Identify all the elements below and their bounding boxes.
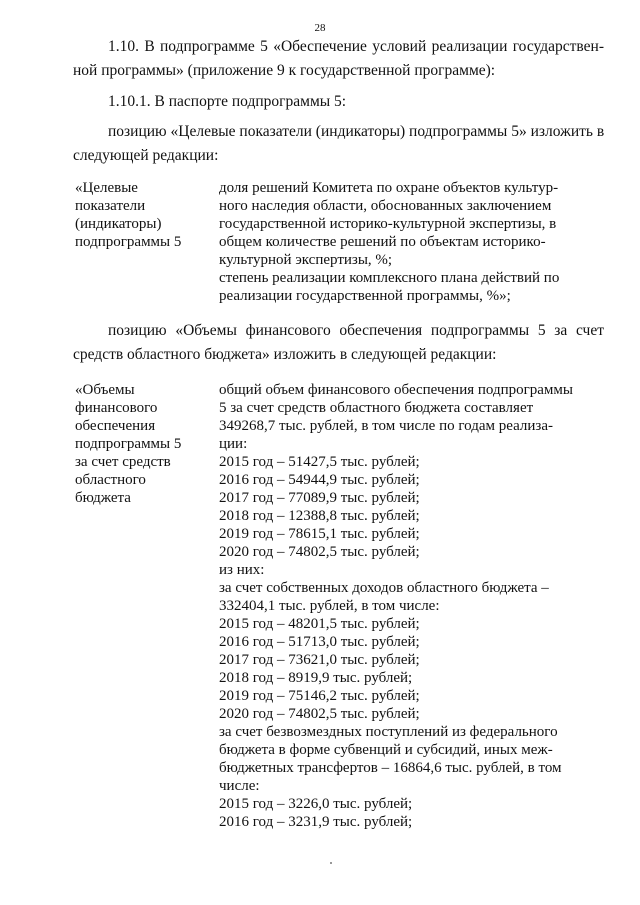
table2-right-line: 2016 год – 51713,0 тыс. рублей; bbox=[219, 634, 420, 650]
mid-paragraph-line-2: средств областного бюджета» изложить в следующей редакции: bbox=[73, 346, 497, 363]
mid-paragraph-line-1: позицию «Объемы финансового обеспечения подпрограммы 5 за счет bbox=[108, 322, 604, 339]
table2-right-line: 2018 год – 12388,8 тыс. рублей; bbox=[219, 508, 420, 524]
table2-right-column bbox=[219, 381, 573, 831]
paragraph-3-line-1: позицию «Целевые показатели (индикаторы) подпрограммы 5» изложить в bbox=[108, 123, 605, 140]
table1-right-line: доля решений Комитета по охране объектов культур- bbox=[219, 180, 559, 196]
table2-right-line: 349268,7 тыс. рублей, в том числе по годам реализа- bbox=[219, 418, 553, 434]
table2-right-line: 2015 год – 48201,5 тыс. рублей; bbox=[219, 616, 420, 632]
table2-right-line: ции: bbox=[219, 436, 248, 452]
paragraph-1-line-1: 1.10. В подпрограмме 5 «Обеспечение условий реализации государствен- bbox=[108, 38, 604, 55]
paragraph-1-line-2: ной программы» (приложение 9 к государственной программе): bbox=[73, 62, 496, 79]
table1-left-line: подпрограммы 5 bbox=[75, 234, 182, 250]
table2-right-line: 332404,1 тыс. рублей, в том числе: bbox=[219, 598, 440, 614]
table1-left-line: (индикаторы) bbox=[75, 216, 162, 232]
table2-right-line: 2020 год – 74802,5 тыс. рублей; bbox=[219, 544, 420, 560]
table2-right-line: 2019 год – 75146,2 тыс. рублей; bbox=[219, 688, 420, 704]
table2-left-line: «Объемы bbox=[75, 382, 135, 398]
table2-right-line: общий объем финансового обеспечения подпрограммы bbox=[219, 382, 573, 398]
table1-left-line: показатели bbox=[75, 198, 146, 214]
table2-left-line: обеспечения bbox=[75, 418, 156, 434]
paragraph-2: 1.10.1. В паспорте подпрограммы 5: bbox=[108, 93, 347, 110]
table2-right-line: 2020 год – 74802,5 тыс. рублей; bbox=[219, 706, 420, 722]
table2-left-line: за счет средств bbox=[75, 454, 171, 470]
table1-right-line: степень реализации комплексного плана действий по bbox=[219, 270, 560, 286]
table1-right-column bbox=[219, 179, 559, 305]
table1-right-line: государственной историко-культурной экспертизы, в bbox=[219, 216, 557, 232]
paragraph-3-line-2: следующей редакции: bbox=[73, 147, 219, 164]
table2-left-line: финансового bbox=[75, 400, 158, 416]
table1-left-column bbox=[75, 179, 181, 251]
table2-right-line: за счет безвозмездных поступлений из федерального bbox=[219, 724, 558, 740]
table1-left-line: «Целевые bbox=[75, 180, 138, 196]
table2-right-line: числе: bbox=[219, 778, 260, 794]
table2-right-line: бюджетных трансфертов – 16864,6 тыс. рублей, в том bbox=[219, 760, 562, 776]
table2-right-line: бюджета в форме субвенций и субсидий, иных меж- bbox=[219, 742, 553, 758]
table2-left-line: областного bbox=[75, 472, 146, 488]
table2-right-line: 2017 год – 77089,9 тыс. рублей; bbox=[219, 490, 420, 506]
table2-left-column bbox=[75, 381, 181, 507]
table1-right-line: общем количестве решений по объектам историко- bbox=[219, 234, 546, 250]
table1-right-line: ного наследия области, обоснованных заключением bbox=[219, 198, 552, 214]
page-number: 28 bbox=[314, 22, 326, 34]
table1-right-line: реализации государственной программы, %»; bbox=[219, 288, 511, 304]
table2-right-line: 2019 год – 78615,1 тыс. рублей; bbox=[219, 526, 420, 542]
table2-left-line: подпрограммы 5 bbox=[75, 436, 182, 452]
table2-right-line: 2015 год – 51427,5 тыс. рублей; bbox=[219, 454, 420, 470]
table2-right-line: 2018 год – 8919,9 тыс. рублей; bbox=[219, 670, 413, 686]
table2-right-line: 2016 год – 54944,9 тыс. рублей; bbox=[219, 472, 420, 488]
table2-right-line: 5 за счет средств областного бюджета составляет bbox=[219, 400, 534, 416]
scan-speck bbox=[330, 862, 332, 864]
table2-right-line: за счет собственных доходов областного бюджета – bbox=[219, 580, 549, 596]
table2-right-line: 2016 год – 3231,9 тыс. рублей; bbox=[219, 814, 413, 830]
table2-left-line: бюджета bbox=[75, 490, 131, 506]
table2-right-line: из них: bbox=[219, 562, 265, 578]
table2-right-line: 2017 год – 73621,0 тыс. рублей; bbox=[219, 652, 420, 668]
table2-right-line: 2015 год – 3226,0 тыс. рублей; bbox=[219, 796, 413, 812]
table1-right-line: культурной экспертизы, %; bbox=[219, 252, 393, 268]
